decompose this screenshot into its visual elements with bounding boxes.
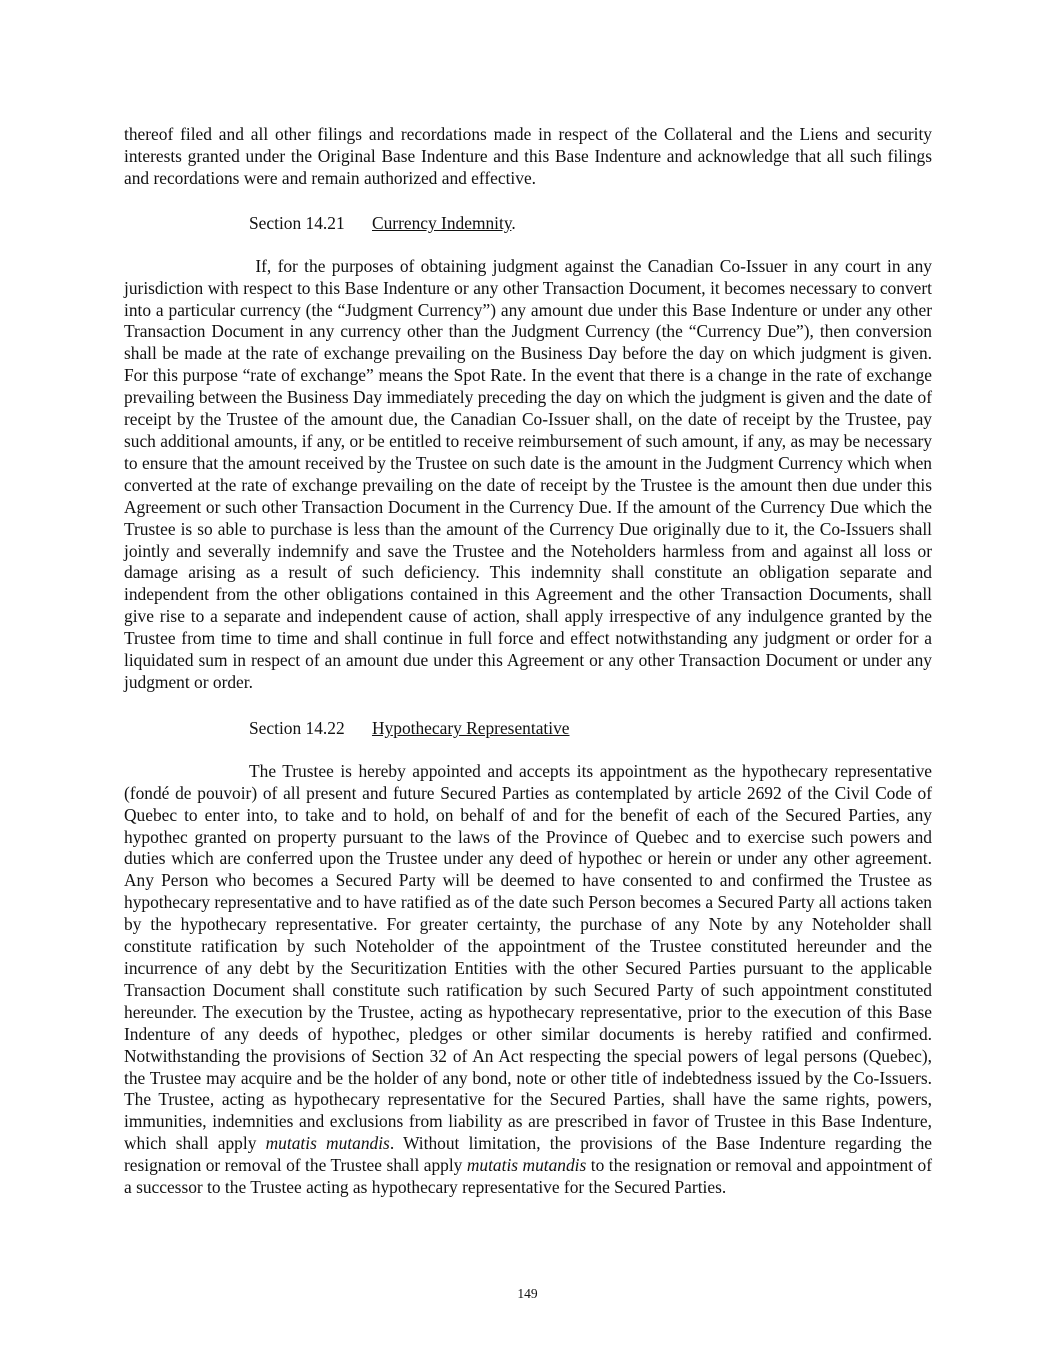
body-text-part-1: The Trustee is hereby appointed and accepts its appointment as the hypothecary representative (fondé de pouvoir) of all present and future Secured Parties as contemplated by article 2692 of the Civil Code of Quebec to enter into, to take and to hold, on behalf of and for the benefit of each of the Secured Parties, any hypothec granted on property pursuant to the laws of the Province of Quebec and to exercise such powers and duties which are conferred upon the Trustee under any deed of hypothec or herein or under any other agreement. Any Person who becomes a Secured Party will be deemed to have consented to and confirmed the Trustee as hypothecary representative and to have ratified as of the date such Person becomes a Secured Party all actions taken by the hypothecary representative. For greater certainty, the purchase of any Note by any Noteholder shall constitute ratification by such Noteholder of the appointment of the Trustee constituted hereunder and the incurrence of any debt by the Securitization Entities with the other Secured Parties pursuant to the applicable Transaction Document shall constitute such ratification by such Secured Party of such appointment constituted hereunder. The execution by the Trustee, acting as hypothecary representative, prior to the execution of this Base Indenture of any deeds of hypothec, pledges or other similar documents is hereby ratified and confirmed. Notwithstanding the provisions of Section 32 of An Act respecting the special powers of legal persons (Quebec), the Trustee may acquire and be the holder of any bond, note or other title of indebtedness issued by the Co-Issuers. The Trustee, acting as hypothecary representative for the Secured Parties, shall have the same rights, powers, immunities, indemnities and exclusions from liability as are prescribed in favor of Trustee in this Base Indenture, which shall apply — [124, 760, 932, 1154]
currency-indemnity-paragraph: If, for the purposes of obtaining judgment against the Canadian Co-Issuer in any court in any jurisdiction with respect to this Base Indenture or any other Transaction Document, it becomes necessary to convert into a particular currency (the “Judgment Currency”) any amount due under this Base Indenture or under any other Transaction Document in any currency other than the Judgment Currency (the “Currency Due”), then conversion shall be made at the rate of exchange prevailing on the Business Day before the day on which judgment is given. For this purpose “rate of exchange” means the Spot Rate. In the event that there is a change in the rate of exchange prevailing between the Business Day immediately preceding the day on which the judgment is given and the date of receipt by the Trustee of the amount due, the Canadian Co-Issuer shall, on the date of receipt by the Trustee, pay such additional amounts, if any, or be entitled to receive reimbursement of such amount, if any, as may be necessary to ensure that the amount received by the Trustee on such date is the amount in the Judgment Currency which when converted at the rate of exchange prevailing on the date of receipt by the Trustee is the amount then due under this Agreement or such other Transaction Document in the Currency Due. If the amount of the Currency Due which the Trustee is so able to purchase is less than the amount of the Currency Due originally due to it, the Co-Issuers shall jointly and severally indemnify and save the Trustee and the Noteholders harmless from and against all loss or damage arising as a result of such deficiency. This indemnity shall constitute an obligation separate and independent from the other obligations contained in this Agreement and the other Transaction Documents, shall give rise to a separate and independent cause of action, shall apply irrespective of any indulgence granted by the Trustee from time to time and shall continue in full force and effect notwithstanding any judgment or order for a liquidated sum in respect of an amount due under this Agreement or any other Transaction Document or under any judgment or order. — [124, 255, 937, 692]
italic-phrase: mutatis mutandis — [466, 1155, 587, 1176]
body-text-part-3: to the resignation or removal and appointment of a successor to the Trustee acting as hypothecary representative for the Secured Parties. — [124, 1155, 933, 1198]
section-title-suffix: . — [511, 212, 516, 233]
section-heading-14-22 — [124, 717, 932, 739]
section-heading-14-21 — [124, 212, 932, 234]
document-page — [124, 124, 937, 1199]
hypothecary-representative-paragraph — [124, 761, 932, 1199]
continuation-paragraph: thereof filed and all other filings and recordations made in respect of the Collateral and the Liens and security interests granted under the Original Base Indenture and this Base Indenture and acknowledge that all such filings and recordations were and remain authorized and effective. — [124, 124, 932, 188]
section-title: Currency Indemnity — [372, 212, 512, 233]
section-number: Section 14.21 — [249, 212, 345, 233]
section-number: Section 14.22 — [249, 717, 345, 738]
italic-phrase: mutatis mutandis — [265, 1133, 390, 1154]
page-number: 149 — [517, 1286, 538, 1301]
section-title: Hypothecary Representative — [372, 717, 570, 738]
body-text-part-2: . Without limitation, the provisions of the Base Indenture regarding the resignation or removal of the Trustee shall apply — [124, 1133, 932, 1176]
